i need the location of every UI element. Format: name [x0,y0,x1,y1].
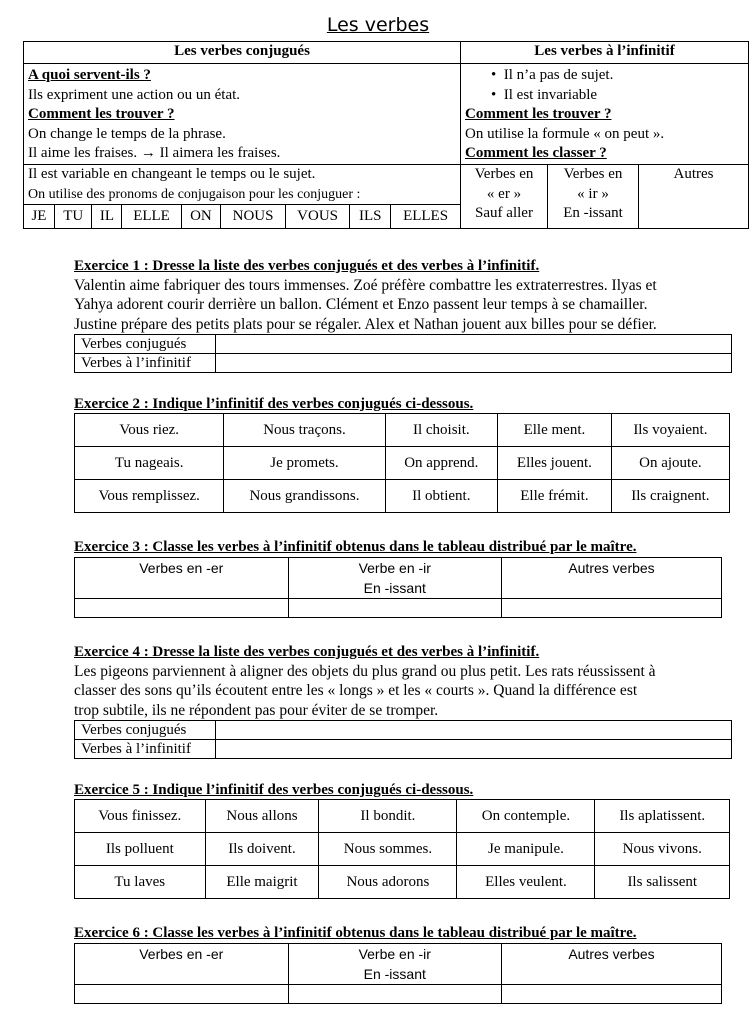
exercise-3-table [74,557,722,618]
column-ir [288,558,502,599]
page-title: Les verbes [326,14,430,36]
verb-cell[interactable]: Ils doivent. [205,833,319,866]
group-line: « er » [486,185,522,202]
variable-cell [24,165,461,229]
conjugated-info [24,64,461,165]
pronoun: ELLES [403,208,449,224]
verb-cell[interactable]: Nous vivons. [595,833,730,866]
column-label: Verbe en -ir [358,560,431,576]
bullet-text: Il n’a pas de sujet. [503,67,614,83]
conjugated-header: Les verbes conjugués [24,42,461,64]
exercise-6-table [74,943,722,1004]
pronoun-row [24,204,460,228]
verb-cell[interactable]: Elles jouent. [498,447,612,480]
pronoun: VOUS [285,205,350,229]
row-label: Verbes à l’infinitif [75,740,216,759]
text-line: classer des sons qu’ils écoutent entre les « longs » et les « courts ». Quand la différence est [74,682,638,700]
pronoun: ELLE [122,205,181,229]
exercise-5-heading: Exercice 5 : Indique l’infinitif des verbes conjugués ci-dessous. [74,782,474,798]
answer-find-2: Il aime les fraises. → Il aimera les fraises. [28,145,281,161]
answer-cell[interactable] [75,985,289,1004]
question-purpose: A quoi servent-ils ? [28,67,151,83]
text-line: Yahya adorent courir derrière un ballon. Clément et Enzo passent leur temps à se chamailler. [74,296,648,314]
question-find: Comment les trouver ? [28,106,175,122]
answer-find-infinitive: On utilise la formule « on peut ». [465,125,665,142]
group-line: Autres [673,166,714,182]
verb-cell[interactable]: Elles veulent. [457,866,595,899]
exercise-4-answer-table [74,720,732,759]
group-ir [548,165,639,229]
column-ir [288,944,502,985]
bullet-invariable [465,86,744,106]
verb-cell[interactable]: Ils salissent [595,866,730,899]
verb-cell[interactable]: Vous riez. [75,414,224,447]
verb-cell[interactable]: Ils craignent. [611,480,729,513]
answer-purpose: Ils expriment une action ou un état. [28,86,241,103]
infinitive-header: Les verbes à l’infinitif [461,42,749,64]
text-line: Les pigeons parviennent à aligner des objets du plus grand ou plus petit. Les rats réussissent à [74,663,656,680]
group-line: En -issant [563,205,623,221]
column-other: Autres verbes [502,558,722,599]
group-line: Verbes en [563,166,623,182]
bullet-no-subject [465,66,744,86]
column-other: Autres verbes [502,944,722,985]
exercise-4-text [74,662,734,720]
text-line: Justine prépare des petits plats pour se régaler. Alex et Nathan jouent aux billes pour se défier. [74,315,657,333]
answer-cell[interactable] [75,599,289,618]
exercise-4-heading: Exercice 4 : Dresse la liste des verbes conjugués et des verbes à l’infinitif. [74,644,540,660]
exercise-6-heading: Exercice 6 : Classe les verbes à l’infinitif obtenus dans le tableau distribué par le maître. [74,925,637,941]
exercise-1-heading: Exercice 1 : Dresse la liste des verbes conjugués et des verbes à l’infinitif. [74,258,540,274]
column-label: En -issant [363,580,426,596]
exercise-2-table [74,413,730,513]
question-classify: Comment les classer ? [465,145,607,161]
answer-cell[interactable] [288,599,502,618]
column-label: Verbe en -ir [358,946,431,962]
verb-cell[interactable]: Vous finissez. [75,800,206,833]
exercise-3-heading: Exercice 3 : Classe les verbes à l’infinitif obtenus dans le tableau distribué par le maître. [74,539,637,555]
row-label: Verbes conjugués [75,335,216,354]
pronoun: ON [181,205,221,229]
verb-cell[interactable]: Elle ment. [498,414,612,447]
verb-cell[interactable]: Il choisit. [385,414,498,447]
exercise-5-table [74,799,730,899]
exercise-1-answer-table [74,334,732,373]
verb-cell[interactable]: Nous adorons [319,866,457,899]
group-line: Verbes en [474,166,534,182]
group-line: « ir » [577,185,609,202]
bullet-icon: • [491,67,504,83]
pronoun: ILS [350,205,391,229]
row-label: Verbes à l’infinitif [75,354,216,373]
infinitive-info [461,64,749,165]
reference-table [23,41,749,229]
verb-cell[interactable]: On apprend. [385,447,498,480]
column-er: Verbes en -er [75,944,289,985]
verb-cell[interactable]: Il bondit. [319,800,457,833]
row-label: Verbes conjugués [75,721,216,740]
pronoun-line: On utilise des pronoms de conjugaison pour les conjuguer : [28,186,361,202]
pronoun: NOUS [221,205,286,229]
answer-field-infinitive[interactable] [216,354,732,373]
verb-cell[interactable]: Ils voyaient. [611,414,729,447]
group-other [639,165,749,229]
verb-cell[interactable]: On ajoute. [611,447,729,480]
verb-cell[interactable]: Nous sommes. [319,833,457,866]
answer-field-conjugated[interactable] [216,335,732,354]
verb-cell[interactable]: Nous allons [205,800,319,833]
exercise-1-text [74,276,734,334]
answer-cell[interactable] [502,985,722,1004]
text-line: trop subtile, ils ne répondent pas pour éviter de se tromper. [74,701,439,719]
verb-cell[interactable]: Vous remplissez. [75,480,224,513]
bullet-icon: • [491,86,504,103]
verb-cell[interactable]: Ils aplatissent. [595,800,730,833]
answer-field-conjugated[interactable] [216,721,732,740]
pronoun: JE [24,205,54,229]
verb-cell[interactable]: Ils polluent [75,833,206,866]
verb-cell[interactable]: Je promets. [224,447,385,480]
verb-cell[interactable]: Tu laves [75,866,206,899]
exercise-2-heading: Exercice 2 : Indique l’infinitif des verbes conjugués ci-dessous. [74,396,474,412]
verb-cell[interactable]: Elle maigrit [205,866,319,899]
answer-cell[interactable] [502,599,722,618]
text-line: Valentin aime fabriquer des tours immenses. Zoé préfère combattre les extraterrestres. Ilyas et [74,277,657,294]
group-er [461,165,548,229]
verb-cell[interactable]: On contemple. [457,800,595,833]
verb-cell[interactable]: Nous grandissons. [224,480,385,513]
verb-cell[interactable]: Je manipule. [457,833,595,866]
bullet-text: Il est invariable [503,86,598,103]
answer-cell[interactable] [288,985,502,1004]
verb-cell[interactable]: Tu nageais. [75,447,224,480]
pronoun: TU [54,205,92,229]
column-er: Verbes en -er [75,558,289,599]
column-label: En -issant [363,966,426,982]
answer-field-infinitive[interactable] [216,740,732,759]
answer-find-1: On change le temps de la phrase. [28,125,226,142]
verb-cell[interactable]: Il obtient. [385,480,498,513]
pronoun: IL [92,205,122,229]
group-line: Sauf aller [475,205,533,221]
verb-cell[interactable]: Elle frémit. [498,480,612,513]
verb-cell[interactable]: Nous traçons. [224,414,385,447]
question-find-infinitive: Comment les trouver ? [465,106,612,122]
variable-line: Il est variable en changeant le temps ou le sujet. [28,166,316,182]
